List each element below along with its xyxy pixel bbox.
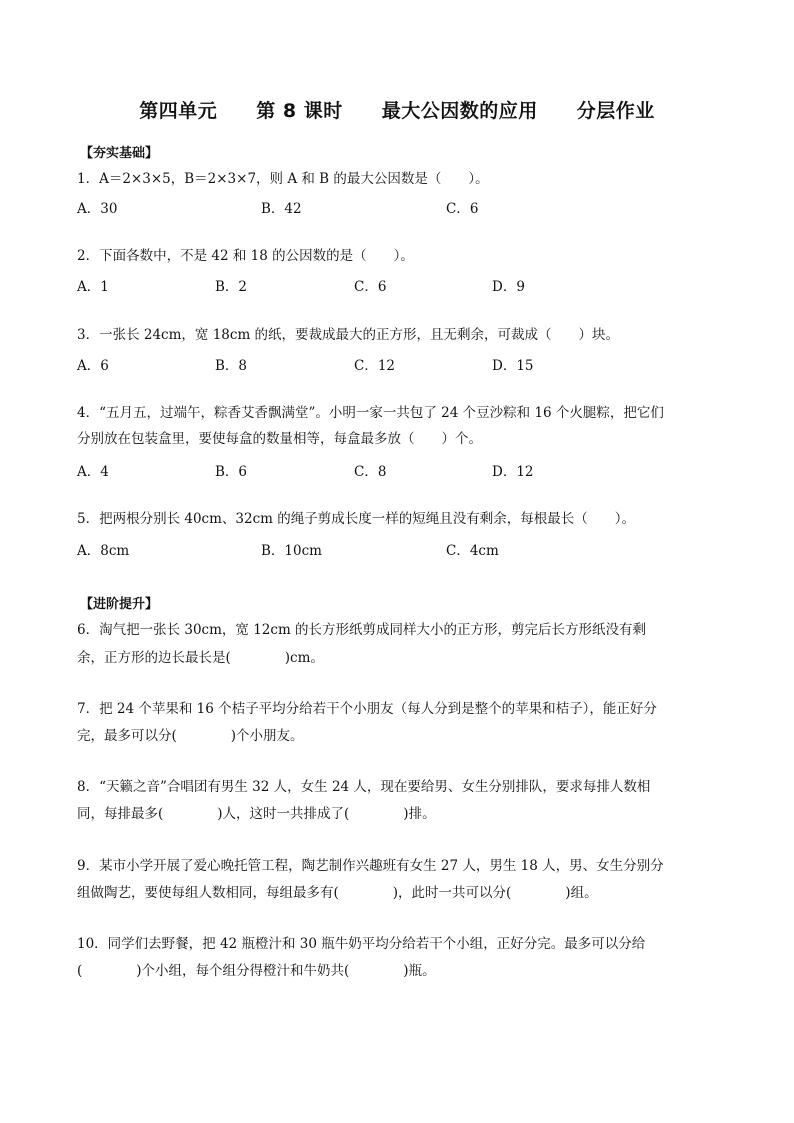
option-c: C．6 [354, 279, 387, 295]
question-6-line-1: 6．淘气把一张长 30cm，宽 12cm 的长方形纸剪成同样大小的正方形，剪完后长方形纸没有剩 [77, 622, 647, 638]
option-d: D．12 [492, 464, 534, 480]
option-b: B．42 [261, 201, 302, 217]
option-a: A．30 [77, 201, 118, 217]
option-b: B．8 [215, 358, 248, 374]
question-9-line-2: 组做陶艺，要使每组人数相同，每组最多有( )，此时一共可以分( )组。 [77, 885, 598, 901]
question-3: 3．一张长 24cm，宽 18cm 的纸，要裁成最大的正方形，且无剩余，可裁成（ ）块。 [77, 327, 620, 343]
option-a: A．8cm [77, 543, 130, 559]
option-c: C．12 [354, 358, 396, 374]
option-b: B．6 [215, 464, 248, 480]
question-5: 5．把两根分别长 40cm、32cm 的绳子剪成长度一样的短绳且没有剩余，每根最长（ ）。 [77, 511, 636, 527]
question-10-line-2: ( )个小组，每个组分得橙汁和牛奶共( )瓶。 [77, 963, 436, 979]
option-d: D．9 [492, 279, 525, 295]
option-c: C．8 [354, 464, 387, 480]
question-1: 1．A＝2×3×5，B＝2×3×7，则 A 和 B 的最大公因数是（ ）。 [77, 171, 489, 187]
question-6-line-2: 余，正方形的边长最长是( )cm。 [77, 650, 324, 666]
option-c: C．4cm [446, 543, 499, 559]
option-a: A．4 [77, 464, 109, 480]
question-7-line-1: 7．把 24 个苹果和 16 个桔子平均分给若干个小朋友（每人分到是整个的苹果和桔子），能正好分 [77, 701, 657, 717]
question-7-line-2: 完，最多可以分( )个小朋友。 [77, 728, 304, 744]
option-a: A．6 [77, 358, 109, 374]
option-a: A．1 [77, 279, 109, 295]
question-8-line-2: 同，每排最多( )人，这时一共排成了( )排。 [77, 806, 436, 822]
option-b: B．2 [215, 279, 248, 295]
section-advanced: 【进阶提升】 [80, 597, 159, 612]
question-9-line-1: 9．某市小学开展了爱心晚托管工程，陶艺制作兴趣班有女生 27 人，男生 18 人，男、女生分别分 [77, 858, 664, 874]
question-2: 2．下面各数中，不是 42 和 18 的公因数的是（ ）。 [77, 248, 414, 264]
section-basic: 【夯实基础】 [80, 146, 159, 161]
option-c: C．6 [446, 201, 479, 217]
option-d: D．15 [492, 358, 534, 374]
question-4-line-1: 4．“五月五，过端午，粽香艾香飘满堂”。小明一家一共包了 24 个豆沙粽和 16 个火腿粽，把它们 [77, 405, 664, 421]
question-8-line-1: 8．“天籁之音”合唱团有男生 32 人，女生 24 人，现在要给男、女生分别排队，要求每排人数相 [77, 779, 651, 795]
question-4-line-2: 分别放在包装盒里，要使每盒的数量相等，每盒最多放（ ）个。 [77, 431, 482, 447]
question-10-line-1: 10．同学们去野餐，把 42 瓶橙汁和 30 瓶牛奶平均分给若干个小组，正好分完。最多可以分给 [77, 936, 646, 952]
page-title: 第四单元 第 8 课时 最大公因数的应用 分层作业 [139, 100, 655, 122]
option-b: B．10cm [261, 543, 322, 559]
